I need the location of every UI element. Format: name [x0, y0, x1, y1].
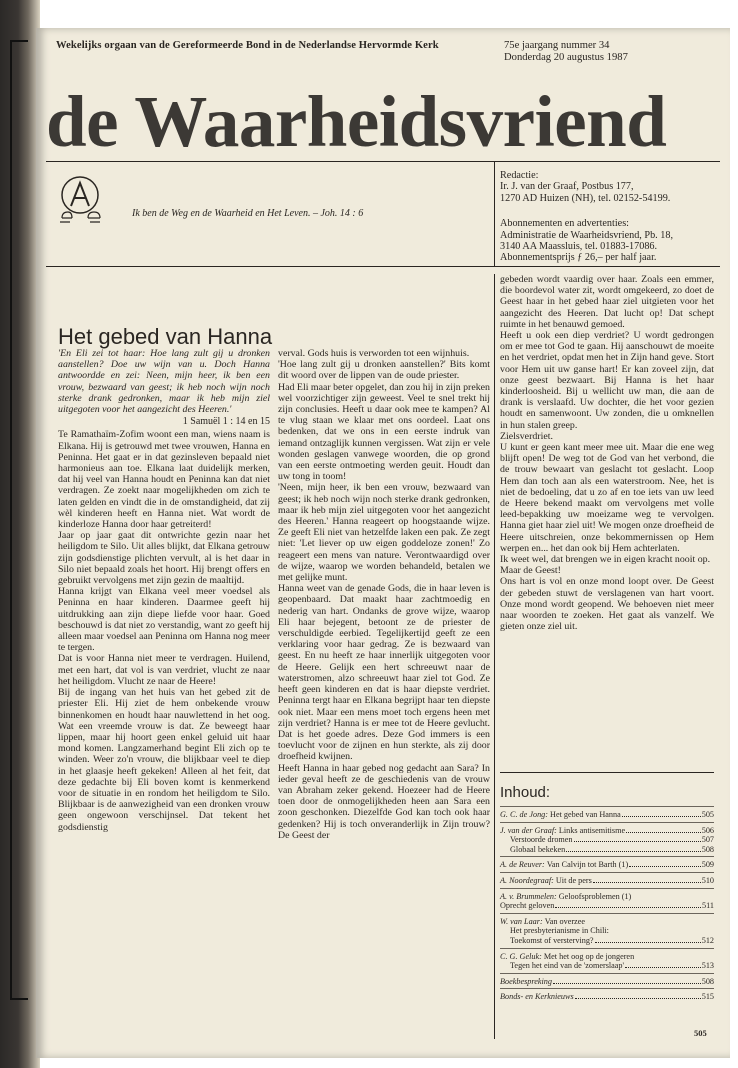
inhoud-title: Inhoud:	[500, 784, 551, 801]
toc-author: A. v. Brummelen:	[500, 891, 557, 901]
toc-leader	[625, 967, 701, 968]
article-paragraph: U kunt er geen kant meer mee uit. Maar die ene weg blijft open! De weg tot de God van het verbond, die de trouw bewaart van geslacht tot geslacht. Loop Hem dan toch aan als een waterstroom. Nee, het is niet de bedoeling, dat u zo af en toe iets van uw leed de Heere bekend maakt om vervolgens met volle leed-bepakking uw moeizame weg te vervolgen. Hanna giet haar ziel uit! We mogen onze droefheid de Heere uitschreien, onze bekommernissen op Hem werpen en... het dan ook bij Hem achterlaten.	[500, 442, 714, 554]
issue-date: Donderdag 20 augustus 1987	[504, 52, 628, 63]
toc-line	[500, 835, 714, 845]
binding-frame	[10, 40, 28, 1000]
toc-title: Met het oog op de jongeren	[543, 951, 635, 961]
toc-author: A. de Reuver:	[500, 860, 545, 870]
article-column-2	[278, 348, 490, 841]
article-paragraph: 'Hoe lang zult gij u dronken aanstellen?' Bits komt dit woord over de lippen van de oude priester.	[278, 359, 490, 382]
toc-page: 513	[701, 961, 714, 971]
toc-leader	[575, 998, 701, 999]
table-of-contents	[500, 806, 714, 1004]
toc-page: 509	[701, 860, 714, 870]
article-paragraph: Zielsverdriet.	[500, 430, 553, 442]
toc-item	[500, 888, 714, 913]
toc-leader	[593, 882, 701, 883]
inhoud-rule	[500, 772, 714, 773]
toc-author: Boekbespreking	[500, 976, 552, 986]
toc-title: Verstoorde dromen	[510, 835, 573, 845]
abonnement-line: Abonnementen en advertenties:	[500, 218, 629, 230]
toc-author: A. Noordegraaf:	[500, 875, 554, 885]
article-paragraph: Dat is voor Hanna niet meer te verdragen. Huilend, met een hart, dat vol is van verdriet, vlucht ze naar het heiligdom. Vlucht ze naar de Heere!	[58, 653, 270, 687]
toc-line	[500, 826, 714, 836]
issue-info	[504, 40, 628, 64]
toc-line	[500, 977, 714, 987]
toc-author: G. C. de Jong:	[500, 810, 548, 819]
redactie-line: Ir. J. van der Graaf, Postbus 177,	[500, 181, 634, 193]
article-paragraph: Heeft Hanna in haar gebed nog gedacht aan Sara? In ieder geval heeft ze de geschiedenis van de vrouw van Abraham zeker gekend. Hoezeer had de Heere toen door de onmogelijkheden heen aan Sara een zoon geschonken. Diezelfde God kan toch ook haar gedenken? Hij is toch onveranderlijk in Zijn trouw? De Geest der	[278, 762, 490, 841]
toc-line	[500, 926, 714, 936]
article-paragraph: verval. Gods huis is verworden tot een wijnhuis.	[278, 348, 470, 359]
article-paragraph: Ik weet wel, dat brengen we in eigen kracht nooit op.	[500, 554, 711, 566]
toc-title: Van overzee	[544, 916, 585, 926]
toc-line	[500, 917, 714, 927]
toc-page: 511	[702, 901, 714, 911]
article-reference: 1 Samuël 1 : 14 en 15	[182, 416, 270, 428]
toc-page: 505	[701, 810, 714, 819]
toc-page: 510	[701, 875, 714, 885]
toc-item	[500, 872, 714, 888]
article-paragraph: 'Neen, mijn heer, ik ben een vrouw, bezwaard van geest; ik heb noch wijn noch sterke drank gedronken, maar ik heb mijn ziel uitgegoten voor het aangezicht des Heeren.' Hanna reageert op hoogstaande wijze. Ze geeft Eli niet van hetzelfde laken een pak. Ze zegt niet: 'Let liever op uw eigen goddeloze zonen!' Zo reageert een mens van nature. Verontwaardigd over de wijze, waarop we worden behandeld, betalen we met gelijke munt.	[278, 482, 490, 584]
article-paragraph: Bij de ingang van het huis van het gebed zit de priester Eli. Hij ziet de hem onbekende vrouw binnenkomen en houdt haar nauwlettend in het oog. Wat een vreemde vrouw is dat. Ze beweegt haar lippen, maar hij hoort geen enkel geluid uit haar mond komen. Langzamerhand begint Eli zich op te winden. Weer zo'n vrouw, die blijkbaar veel te diep in het glaasje heeft gekeken! Alleen al het feit, dat deze gedachte bij Eli boven komt is kenmerkend voor de situatie in en rondom het heiligdom te Silo. Blijkbaar is de aanwezigheid van een dronken vrouw geen ongewoon verschijnsel. Dat tekent het godsdienstig	[58, 687, 270, 833]
page-content	[46, 36, 720, 1046]
article-paragraph: Had Eli maar beter opgelet, dan zou hij in zijn preken wel voorzichtiger zijn geweest. Veel te snel trekt hij zijn conclusies. Heeft u daar ook mee te kampen? Al te vlug staan we klaar met ons oordeel. Laat ons bedenken, dat we ons in een eerste indruk van iemand ontzaglijk kunnen vergissen. Wat zijn er vele wonden geslagen vanwege woorden, die op grond van een eerste ontmoeting werden geuit. Houdt dan uw tong in toom!	[278, 381, 490, 483]
toc-line	[500, 992, 714, 1002]
article-paragraph: Jaar op jaar gaat dit ontwrichte gezin naar het heiligdom te Silo. Uit alles blijkt, dat Elkana getrouw zijn godsdienstige plichten vervult, al is het daar in Silo niet bepaald zoals het hoort. Hij brengt offers en gebruikt vervolgens met zijn gezin de maaltijd.	[58, 530, 270, 587]
motto: Ik ben de Weg en de Waarheid en Het Leven. – Joh. 14 : 6	[132, 208, 364, 219]
toc-item	[500, 913, 714, 948]
header-rule	[46, 266, 720, 267]
abonnement-line: Administratie de Waarheidsvriend, Pb. 18,	[500, 229, 673, 241]
abonnement-line: 3140 AA Maassluis, tel. 01883-17086.	[500, 241, 658, 253]
toc-page: 506	[701, 825, 714, 835]
toc-leader	[566, 851, 700, 852]
article-paragraph: Heeft u ook een diep verdriet? U wordt gedrongen om er mee tot God te gaan. Hij aanschouwt de moeite en het verdriet, opdat men het in Zijn hand geve. Stort voor Hem uit uw ganse hart! Er kan zoveel zijn, dat onze geest bezwaart. Bij Hanna is het haar kinderloosheid. Bij u wellicht uw man, die aan de drank is verslaafd. Uw dochter, die het voor gezien houdt en samenwoont. Uw zonden, die u omknellen in hun stalen greep.	[500, 330, 714, 431]
toc-line	[500, 845, 714, 855]
toc-author: W. van Laar:	[500, 916, 543, 926]
redactie-block	[500, 170, 673, 264]
toc-item	[500, 988, 714, 1004]
article-column-3	[500, 274, 714, 633]
toc-page: 515	[701, 992, 714, 1002]
issue-volume: 75e jaargang nummer 34	[504, 40, 610, 51]
toc-leader	[626, 832, 701, 833]
article-paragraph: Hanna krijgt van Elkana veel meer voedsel als Peninna en haar kinderen. Daarmee geeft hij uitdrukking aan zijn diepe liefde voor haar. Goed beschouwd is dat niet zo verstandig, want zo geeft hij alleen maar voedsel aan Peninna om Hanna nog meer te tergen.	[58, 586, 270, 654]
toc-page: 512	[701, 935, 714, 945]
newspaper-page	[36, 28, 730, 1058]
toc-title: Toekomst of versterving?	[510, 935, 594, 945]
column-divider	[494, 274, 495, 1039]
toc-item	[500, 948, 714, 973]
toc-line	[500, 892, 714, 902]
toc-author: Bonds- en Kerknieuws	[500, 992, 574, 1002]
toc-leader	[595, 942, 701, 943]
toc-title: Globaal bekeken	[510, 844, 566, 854]
toc-page: 507	[701, 835, 714, 845]
header-divider	[494, 161, 495, 266]
organ-line: Wekelijks orgaan van de Gereformeerde Bond in de Nederlandse Hervormde Kerk	[56, 40, 439, 51]
redactie-line: 1270 AD Huizen (NH), tel. 02152-54199.	[500, 192, 671, 204]
abonnement-line: Abonnementsprijs ƒ 26,– per half jaar.	[500, 252, 657, 264]
toc-title: Van Calvijn tot Barth (1)	[546, 860, 629, 870]
toc-line	[500, 860, 714, 870]
article-title: Het gebed van Hanna	[58, 324, 273, 349]
toc-page: 508	[701, 844, 714, 854]
page-number: 505	[694, 1028, 707, 1038]
toc-item	[500, 973, 714, 989]
toc-line	[500, 952, 714, 962]
toc-leader	[622, 816, 701, 817]
toc-line	[500, 876, 714, 886]
toc-line	[500, 936, 714, 946]
masthead-title: de Waarheidsvriend	[46, 81, 667, 162]
toc-title: Geloofsproblemen (1)	[558, 891, 632, 901]
article-paragraph: gebeden wordt vaardig over haar. Zoals een emmer, die boordevol water zit, wordt omgekeerd, zo doet de Geest haar in het gebed haar ziel uitgieten voor het aangezicht des Heeren. Dat lucht op! Dat schept ruimte in het benauwd gemoed.	[500, 274, 714, 330]
toc-author: J. van der Graaf:	[500, 825, 557, 835]
toc-line	[500, 810, 714, 820]
article-paragraph: Ons hart is vol en onze mond loopt over. De Geest der gebeden stuwt de verslagenen van hart voort. Onze mond wordt geopend. We behoeven niet meer naar woorden te zoeken. Het gaat als vanzelf. We gieten onze ziel uit.	[500, 576, 714, 633]
toc-line	[500, 961, 714, 971]
toc-leader	[629, 866, 700, 867]
toc-title: Uit de pers	[555, 875, 592, 885]
toc-leader	[555, 907, 701, 908]
masthead-rule	[46, 161, 720, 162]
article-paragraph: Maar de Geest!	[500, 565, 561, 577]
toc-title: Oprecht geloven	[500, 901, 555, 911]
toc-title: Het gebed van Hanna	[550, 810, 621, 819]
toc-title: Het presbyterianisme in Chili:	[510, 926, 609, 936]
toc-page: 508	[701, 976, 714, 986]
redactie-line: Redactie:	[500, 170, 539, 181]
toc-author: C. G. Geluk:	[500, 951, 542, 961]
toc-title: Tegen het eind van de 'zomerslaap'	[510, 961, 624, 971]
alpha-omega-logo-icon	[58, 174, 102, 224]
toc-item	[500, 822, 714, 857]
toc-item	[500, 806, 714, 822]
toc-title: Links antisemitisme	[558, 825, 626, 835]
toc-item	[500, 856, 714, 872]
toc-line	[500, 901, 714, 911]
article-paragraph: Te Ramathaïm-Zofim woont een man, wiens naam is Elkana. Hij is getrouwd met twee vrouwen, Hanna en Peninna. Het gaat er in dat gezinsleven bepaald niet harmonieus aan toe. Elkana laat duidelijk merken, dat hij veel van Hanna houdt en Peninna kan dat niet verdragen. Ze zoekt naar mogelijkheden om zich te laten gelden en vindt die in de omstandigheid, dat zij wèl kinderen heeft en Hanna niet. Wat wordt de kinderloze Hanna door haar getreiterd!	[58, 429, 270, 531]
article-column-1	[58, 348, 270, 833]
binding-edge	[0, 0, 40, 1068]
toc-leader	[553, 983, 701, 984]
article-paragraph: Hanna weet van de genade Gods, die in haar leven is geopenbaard. Dat maakt haar zachtmoedig en nederig van hart. Ondanks de grove wijze, waarop Eli haar bejegent, betoont ze de priester de verschuldigde eerbied. Tegelijkertijd geeft ze een verklaring voor haar gedrag. Ze is bezwaard van geest. En nu heeft ze haar innerlijk uitgegoten voor de Heere. Gelijk een hert schreeuwt naar de waterstromen, alzo schreeuwt haar ziel tot God. Ze heeft geen kinderen en dat is haar diepste verdriet. Peninna tergt haar en Elkana begrijpt haar ten diepste ook niet. Maar een mens moet toch ergens heen met zijn verdriet? Hanna is er mee tot de Heere gevlucht. Dat is het goede adres. Deze God immers is een toevlucht voor de zijnen en hun sterkte, als zij door droefheid kwijnen.	[278, 583, 490, 763]
toc-leader	[574, 841, 701, 842]
article-quote: 'En Eli zei tot haar: Hoe lang zult gij u dronken aanstellen? Doe uw wijn van u. Doch Hanna antwoordde en zei: Neen, mijn heer, ik ben een vrouw, bezwaard van geest; ik heb noch wijn noch sterke drank gedronken, maar ik heb mijn ziel uitgegoten voor het aangezicht des Heeren.'	[58, 348, 270, 416]
